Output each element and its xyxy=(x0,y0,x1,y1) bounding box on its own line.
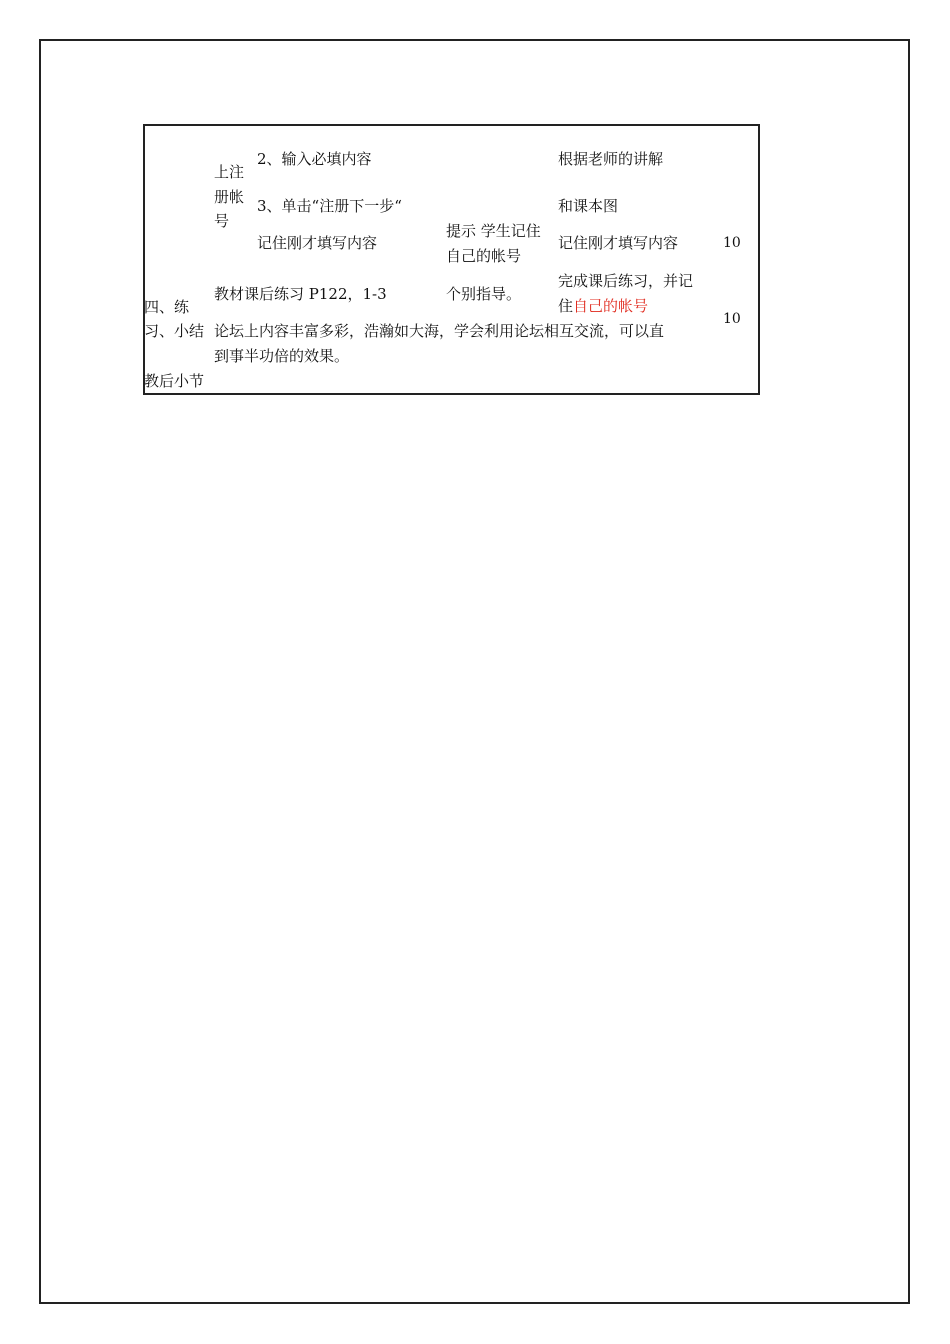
section-label-line-2: 册帐 xyxy=(214,188,245,206)
time-value-2: 10 xyxy=(723,311,741,327)
exercise-text: 教材课后练习 P122，1-3 xyxy=(214,285,387,303)
practice-label-line-1: 四、练 xyxy=(144,298,190,316)
teacher-hint-line-2: 自己的帐号 xyxy=(446,247,522,265)
student-remember-text: 记住刚才填写内容 xyxy=(558,234,679,252)
section-label-line-1: 上注 xyxy=(214,163,245,181)
student-col-line-1: 根据老师的讲解 xyxy=(558,150,664,168)
section-label-line-3: 号 xyxy=(214,212,230,230)
student-practice-line-1: 完成课后练习，并记 xyxy=(558,272,694,290)
step-2-text: 2、输入必填内容 xyxy=(257,150,372,168)
student-practice-prefix: 住 xyxy=(558,297,574,315)
student-col-line-2: 和课本图 xyxy=(558,197,619,215)
remember-fields-text: 记住刚才填写内容 xyxy=(257,234,378,252)
practice-label-line-2: 习、小结 xyxy=(144,322,205,340)
student-practice-line-2 xyxy=(558,294,648,318)
guidance-text: 个别指导。 xyxy=(446,285,522,303)
account-highlight: 自己的帐号 xyxy=(573,297,649,315)
teacher-hint-line-1: 提示 学生记住 xyxy=(446,222,541,240)
reflection-label: 教后小节 xyxy=(144,372,205,390)
summary-line-1: 论坛上内容丰富多彩，浩瀚如大海，学会利用论坛相互交流，可以直 xyxy=(214,322,665,340)
time-value-1: 10 xyxy=(723,235,741,251)
summary-line-2: 到事半功倍的效果。 xyxy=(214,347,350,365)
step-3-text: 3、单击“注册下一步“ xyxy=(257,197,402,215)
